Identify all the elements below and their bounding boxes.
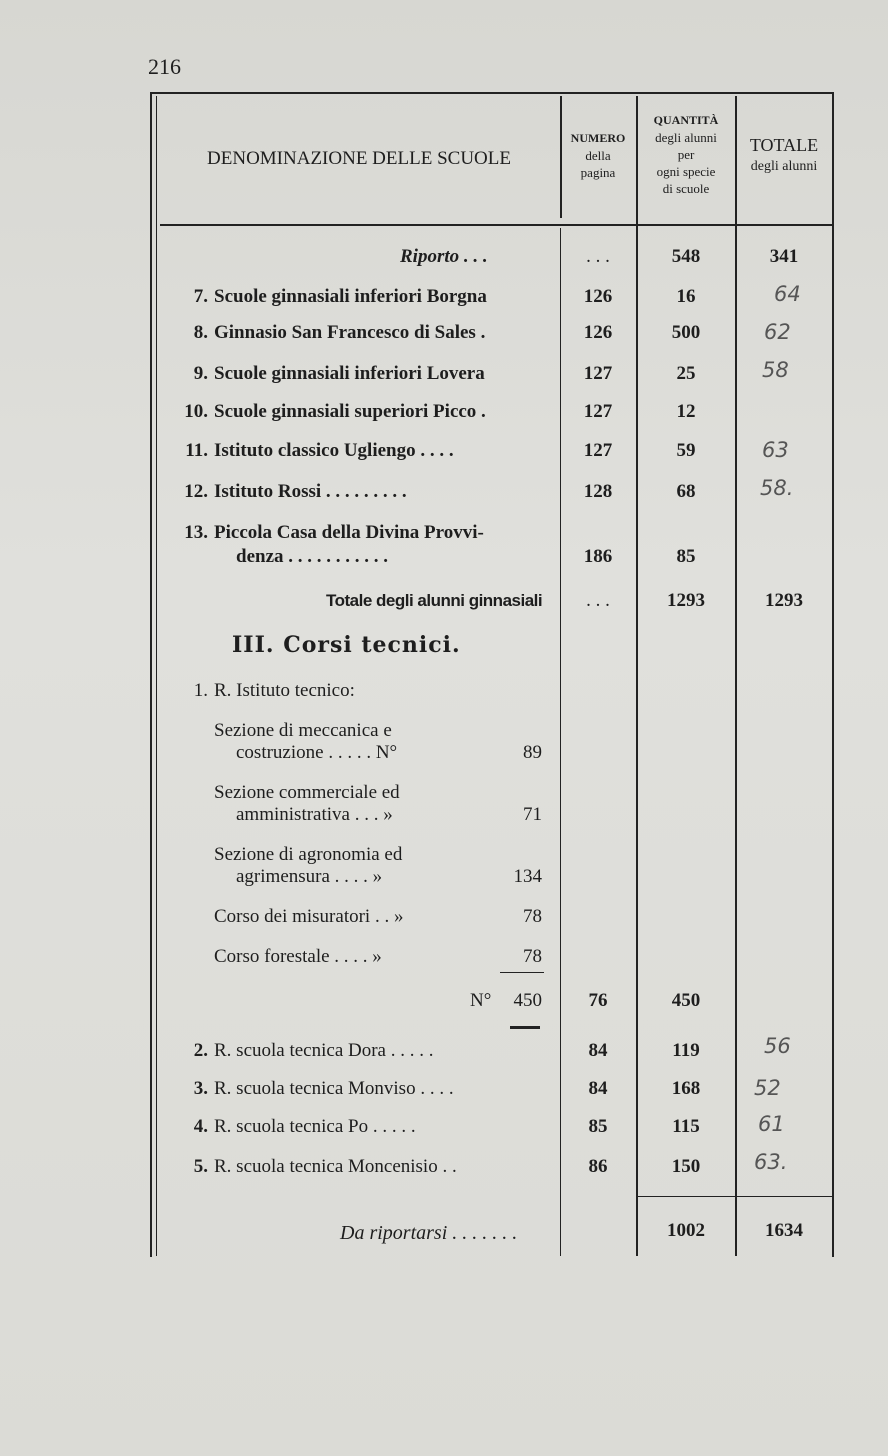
row-quantity: 68 xyxy=(676,481,696,502)
row-number: 13. xyxy=(184,522,208,543)
subsection-line1: Corso dei misuratori . . » xyxy=(214,906,404,927)
subsection-value: 78 xyxy=(523,906,542,927)
row-school-name-continued: denza . . . . . . . . . . . xyxy=(236,546,388,567)
subsection-line2: agrimensura . . . . » xyxy=(236,866,383,887)
row-school-name: Scuole ginnasiali inferiori Lovera xyxy=(214,363,485,384)
row-number: 2. xyxy=(193,1040,208,1061)
istituto-quantity: 450 xyxy=(671,990,701,1011)
handwritten-note: 58. xyxy=(760,476,794,500)
subsection-line1: Sezione di agronomia ed xyxy=(214,844,403,865)
row-quantity: 25 xyxy=(676,363,696,384)
istituto-number: 1. xyxy=(193,680,208,701)
subsection-line1: Sezione di meccanica e xyxy=(214,720,392,741)
row-page: 84 xyxy=(588,1040,608,1061)
header-ogni-specie: ogni specie xyxy=(656,164,716,179)
row-number: 7. xyxy=(193,286,208,307)
istituto-sum-value: 450 xyxy=(513,990,542,1011)
row-page: 127 xyxy=(583,401,613,422)
row-quantity: 500 xyxy=(671,322,701,343)
row-school-name: Ginnasio San Francesco di Sales . xyxy=(214,322,486,343)
row-page: 85 xyxy=(588,1116,608,1137)
row-quantity: 59 xyxy=(676,440,696,461)
row-page: 126 xyxy=(583,286,613,307)
row-school-name: Scuole ginnasiali inferiori Borgna xyxy=(214,286,487,307)
row-school-name: Istituto classico Ugliengo . . . . xyxy=(214,440,454,461)
handwritten-note: 56 xyxy=(764,1034,791,1058)
header-pagina: pagina xyxy=(580,165,616,180)
subsection-value: 71 xyxy=(523,804,542,825)
carry-label: Da riportarsi . . . . . . . xyxy=(340,1222,518,1244)
row-quantity: 150 xyxy=(671,1156,701,1177)
row-number: 3. xyxy=(193,1078,208,1099)
column-divider-3 xyxy=(735,96,737,1256)
row-quantity: 119 xyxy=(672,1040,700,1061)
row-quantity: 85 xyxy=(676,546,696,567)
row-number: 4. xyxy=(193,1116,208,1137)
row-quantity: 168 xyxy=(671,1078,701,1099)
row-school-name: Piccola Casa della Divina Provvi- xyxy=(214,522,484,543)
row-page: 186 xyxy=(583,546,613,567)
header-school-name: DENOMINAZIONE DELLE SCUOLE xyxy=(207,148,511,169)
subsection-value: 134 xyxy=(513,866,542,887)
subsection-line1: Sezione commerciale ed xyxy=(214,782,400,803)
header-di-scuole: di scuole xyxy=(662,181,710,196)
column-divider-1 xyxy=(560,228,561,1256)
gymnasium-total-dots: . . . xyxy=(586,590,610,611)
page-number: 216 xyxy=(148,54,181,79)
carry-quantity: 1002 xyxy=(667,1220,705,1241)
handwritten-note: 62 xyxy=(764,320,791,344)
row-school-name: R. scuola tecnica Dora . . . . . xyxy=(214,1040,434,1061)
row-quantity: 12 xyxy=(676,401,696,422)
riporto-total: 341 xyxy=(769,246,799,267)
header-number: NUMERO xyxy=(570,131,626,145)
subsection-value: 78 xyxy=(523,946,542,967)
gymnasium-total-total: 1293 xyxy=(765,590,803,611)
row-page: 126 xyxy=(583,322,613,343)
row-number: 12. xyxy=(184,481,208,502)
subsection-value: 89 xyxy=(523,742,542,763)
handwritten-note: 61 xyxy=(758,1112,785,1136)
header-total: TOTALE xyxy=(749,135,819,155)
header-degli-alunni: degli alunni xyxy=(655,130,717,145)
gymnasium-total-label: Totale degli alunni ginnasiali xyxy=(326,591,543,610)
carry-rule xyxy=(636,1196,832,1197)
row-school-name: R. scuola tecnica Moncenisio . . xyxy=(214,1156,457,1177)
row-number: 5. xyxy=(193,1156,208,1177)
row-quantity: 115 xyxy=(672,1116,700,1137)
istituto-name: R. Istituto tecnico: xyxy=(214,680,355,701)
section-title: III. Corsi tecnici. xyxy=(232,632,461,658)
row-number: 8. xyxy=(193,322,208,343)
header-bottom-rule xyxy=(160,224,832,226)
row-number: 10. xyxy=(184,401,208,422)
handwritten-note: 64 xyxy=(774,282,801,306)
dash-rule xyxy=(510,1026,540,1029)
riporto-dots: . . . xyxy=(586,246,610,267)
header-della: della xyxy=(585,148,611,163)
istituto-page: 76 xyxy=(588,990,608,1011)
row-school-name: R. scuola tecnica Po . . . . . xyxy=(214,1116,416,1137)
header-per: per xyxy=(677,147,695,162)
row-page: 128 xyxy=(583,481,613,502)
row-school-name: Istituto Rossi . . . . . . . . . xyxy=(214,481,407,502)
riporto-quantity: 548 xyxy=(671,246,701,267)
handwritten-note: 63 xyxy=(762,438,789,462)
subsection-line1: Corso forestale . . . . » xyxy=(214,946,382,967)
subsection-line2: costruzione . . . . . N° xyxy=(236,742,398,763)
carry-total: 1634 xyxy=(765,1220,803,1241)
header-quantity: QUANTITÀ xyxy=(653,113,719,127)
handwritten-note: 52 xyxy=(754,1076,781,1100)
header-total-alunni: degli alunni xyxy=(750,159,818,174)
subtotal-rule xyxy=(500,972,544,973)
row-number: 9. xyxy=(193,363,208,384)
gymnasium-total-quantity: 1293 xyxy=(667,590,705,611)
row-page: 86 xyxy=(588,1156,608,1177)
handwritten-note: 58 xyxy=(762,358,789,382)
riporto-label: Riporto . . . xyxy=(400,246,488,267)
row-page: 84 xyxy=(588,1078,608,1099)
row-number: 11. xyxy=(185,440,208,461)
row-page: 127 xyxy=(583,440,613,461)
subsection-line2: amministrativa . . . » xyxy=(236,804,393,825)
row-quantity: 16 xyxy=(676,286,696,307)
table-left-inner-border xyxy=(156,96,157,1256)
table-top-border xyxy=(150,92,834,94)
row-page: 127 xyxy=(583,363,613,384)
table-left-border xyxy=(150,92,152,1257)
row-school-name: R. scuola tecnica Monviso . . . . xyxy=(214,1078,454,1099)
handwritten-note: 63. xyxy=(754,1150,788,1174)
row-school-name: Scuole ginnasiali superiori Picco . xyxy=(214,401,486,422)
istituto-sum-label: N° xyxy=(470,990,492,1011)
table-right-border xyxy=(832,92,834,1257)
